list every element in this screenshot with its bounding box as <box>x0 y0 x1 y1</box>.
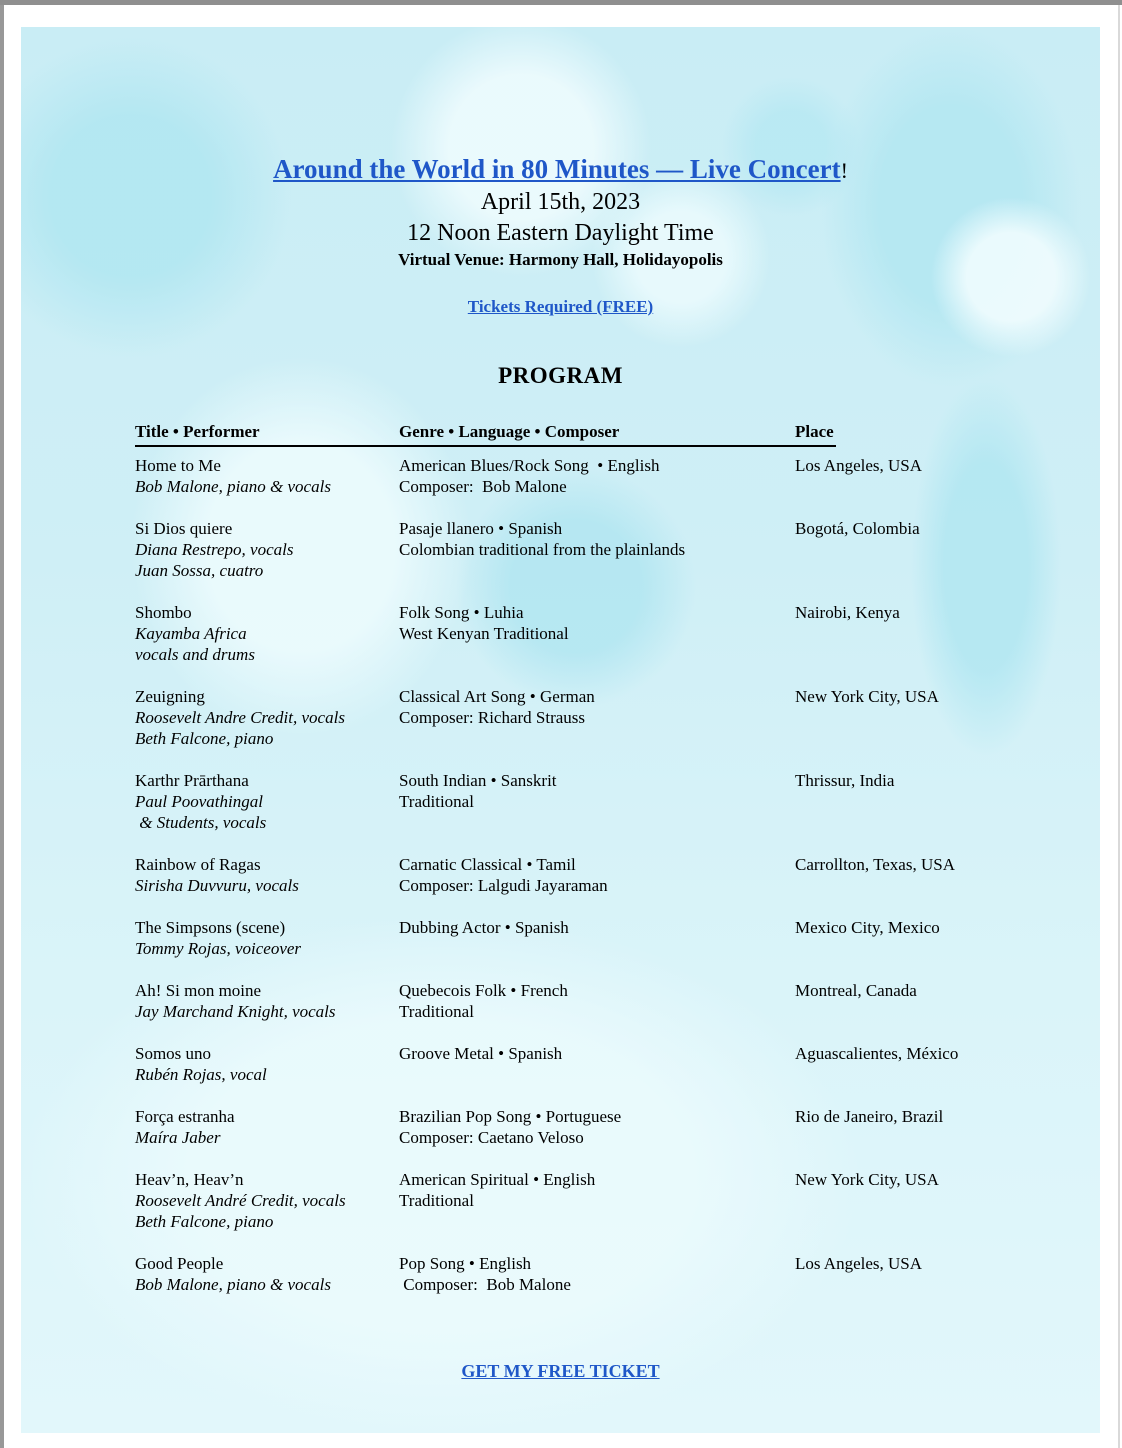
place: Rio de Janeiro, Brazil <box>795 1107 944 1126</box>
program-heading: PROGRAM <box>498 363 623 388</box>
cell-place <box>795 602 1007 665</box>
song-title: Karthr Prārthana <box>135 771 249 790</box>
title-exclamation: ! <box>840 158 848 183</box>
document-page <box>21 27 1100 1433</box>
genre-line: Brazilian Pop Song • Portuguese <box>399 1107 622 1126</box>
song-title: Rainbow of Ragas <box>135 855 261 874</box>
genre-line: Folk Song • Luhia <box>399 603 524 622</box>
genre-line: Traditional <box>399 1191 474 1210</box>
song-title: Força estranha <box>135 1107 235 1126</box>
cell-place <box>795 1253 1007 1295</box>
cell-title-performer <box>135 686 399 749</box>
composer-line: Composer: Bob Malone <box>399 477 567 496</box>
table-row <box>135 854 1007 896</box>
performer-line: Diana Restrepo, vocals <box>135 540 294 559</box>
cell-title-performer <box>135 980 399 1022</box>
performer-line: Bob Malone, piano & vocals <box>135 477 331 496</box>
performer-line: Rubén Rojas, vocal <box>135 1065 267 1084</box>
cell-place <box>795 1169 1007 1232</box>
column-header-title-performer: Title • Performer <box>135 422 260 441</box>
table-row <box>135 1043 1007 1085</box>
cell-title-performer <box>135 917 399 959</box>
cell-place <box>795 455 1007 497</box>
genre-line: Quebecois Folk • French <box>399 981 568 1000</box>
song-title: Shombo <box>135 603 192 622</box>
window-right-border <box>1118 5 1120 1448</box>
cell-genre <box>399 1043 795 1085</box>
table-row <box>135 917 1007 959</box>
cell-place <box>795 980 1007 1022</box>
song-title: Home to Me <box>135 456 221 475</box>
genre-line: Groove Metal • Spanish <box>399 1044 563 1063</box>
table-row <box>135 686 1007 749</box>
cell-title-performer <box>135 455 399 497</box>
cell-genre <box>399 854 795 896</box>
get-free-ticket-link[interactable]: GET MY FREE TICKET <box>461 1361 660 1381</box>
place: Aguascalientes, México <box>795 1044 959 1063</box>
genre-line: West Kenyan Traditional <box>399 624 569 643</box>
column-header-place: Place <box>795 422 834 441</box>
place: Thrissur, India <box>795 771 895 790</box>
event-venue: Virtual Venue: Harmony Hall, Holidayopolis <box>398 250 723 269</box>
place: Mexico City, Mexico <box>795 918 940 937</box>
event-time: 12 Noon Eastern Daylight Time <box>407 220 714 246</box>
genre-line: Traditional <box>399 1002 474 1021</box>
cell-genre <box>399 1106 795 1148</box>
performer-line: & Students, vocals <box>135 813 267 832</box>
program-table <box>135 421 1100 1295</box>
place: New York City, USA <box>795 687 939 706</box>
genre-line: Traditional <box>399 792 474 811</box>
cell-title-performer <box>135 770 399 833</box>
cell-place <box>795 1106 1007 1148</box>
table-row <box>135 1169 1007 1232</box>
cell-genre <box>399 770 795 833</box>
cell-title-performer <box>135 1043 399 1085</box>
cell-place <box>795 917 1007 959</box>
performer-line: Roosevelt André Credit, vocals <box>135 1191 346 1210</box>
composer-line: Composer: Caetano Veloso <box>399 1128 584 1147</box>
cell-title-performer <box>135 1253 399 1295</box>
song-title: Zeuigning <box>135 687 205 706</box>
genre-line: Classical Art Song • German <box>399 687 595 706</box>
performer-line: Juan Sossa, cuatro <box>135 561 264 580</box>
place: Carrollton, Texas, USA <box>795 855 955 874</box>
tickets-required-link[interactable]: Tickets Required (FREE) <box>467 297 654 316</box>
cell-genre <box>399 1253 795 1295</box>
performer-line: Maíra Jaber <box>135 1128 221 1147</box>
composer-line: Composer: Lalgudi Jayaraman <box>399 876 608 895</box>
performer-line: vocals and drums <box>135 645 255 664</box>
performer-line: Beth Falcone, piano <box>135 729 274 748</box>
song-title: Somos uno <box>135 1044 212 1063</box>
song-title: Good People <box>135 1254 224 1273</box>
cell-title-performer <box>135 518 399 581</box>
performer-line: Sirisha Duvvuru, vocals <box>135 876 299 895</box>
cell-genre <box>399 455 795 497</box>
performer-line: Kayamba Africa <box>135 624 247 643</box>
place: Bogotá, Colombia <box>795 519 920 538</box>
event-date: April 15th, 2023 <box>480 189 641 215</box>
performer-line: Roosevelt Andre Credit, vocals <box>135 708 345 727</box>
composer-line: Composer: Richard Strauss <box>399 708 586 727</box>
table-header-row <box>135 421 836 447</box>
cell-title-performer <box>135 1106 399 1148</box>
cell-title-performer <box>135 602 399 665</box>
performer-line: Tommy Rojas, voiceover <box>135 939 302 958</box>
cell-place <box>795 686 1007 749</box>
genre-line: Carnatic Classical • Tamil <box>399 855 576 874</box>
table-row <box>135 518 1007 581</box>
table-row <box>135 1106 1007 1148</box>
window-top-border <box>0 0 1122 5</box>
table-row <box>135 602 1007 665</box>
genre-line: Dubbing Actor • Spanish <box>399 918 569 937</box>
cell-title-performer <box>135 1169 399 1232</box>
composer-line: Colombian traditional from the plainlands <box>399 540 686 559</box>
document-footer <box>21 1361 1100 1382</box>
genre-line: American Spiritual • English <box>399 1170 596 1189</box>
table-row <box>135 455 1007 497</box>
cell-genre <box>399 1169 795 1232</box>
tickets-required-row <box>21 297 1100 317</box>
column-header-genre-language-composer: Genre • Language • Composer <box>399 422 620 441</box>
cell-place <box>795 1043 1007 1085</box>
performer-line: Jay Marchand Knight, vocals <box>135 1002 336 1021</box>
cell-genre <box>399 602 795 665</box>
place: Nairobi, Kenya <box>795 603 900 622</box>
performer-line: Beth Falcone, piano <box>135 1212 274 1231</box>
place: Los Angeles, USA <box>795 1254 923 1273</box>
table-row <box>135 770 1007 833</box>
table-row <box>135 980 1007 1022</box>
place: Montreal, Canada <box>795 981 917 1000</box>
document-header <box>21 27 1100 317</box>
cell-title-performer <box>135 854 399 896</box>
place: Los Angeles, USA <box>795 456 923 475</box>
song-title: Heav’n, Heav’n <box>135 1170 244 1189</box>
cell-genre <box>399 686 795 749</box>
genre-line: Pasaje llanero • Spanish <box>399 519 563 538</box>
cell-genre <box>399 917 795 959</box>
concert-title-link[interactable]: Around the World in 80 Minutes — Live Concert <box>273 154 841 184</box>
song-title: Ah! Si mon moine <box>135 981 262 1000</box>
performer-line: Paul Poovathingal <box>135 792 263 811</box>
cell-place <box>795 854 1007 896</box>
cell-place <box>795 770 1007 833</box>
song-title: Si Dios quiere <box>135 519 233 538</box>
page-title <box>21 153 1100 187</box>
window-left-border <box>0 5 4 1448</box>
performer-line: Bob Malone, piano & vocals <box>135 1275 331 1294</box>
cell-genre <box>399 980 795 1022</box>
song-title: The Simpsons (scene) <box>135 918 286 937</box>
genre-line: American Blues/Rock Song • English <box>399 456 660 475</box>
composer-line: Composer: Bob Malone <box>399 1275 571 1294</box>
table-row <box>135 1253 1007 1295</box>
cell-genre <box>399 518 795 581</box>
place: New York City, USA <box>795 1170 939 1189</box>
genre-line: Pop Song • English <box>399 1254 532 1273</box>
genre-line: South Indian • Sanskrit <box>399 771 557 790</box>
cell-place <box>795 518 1007 581</box>
